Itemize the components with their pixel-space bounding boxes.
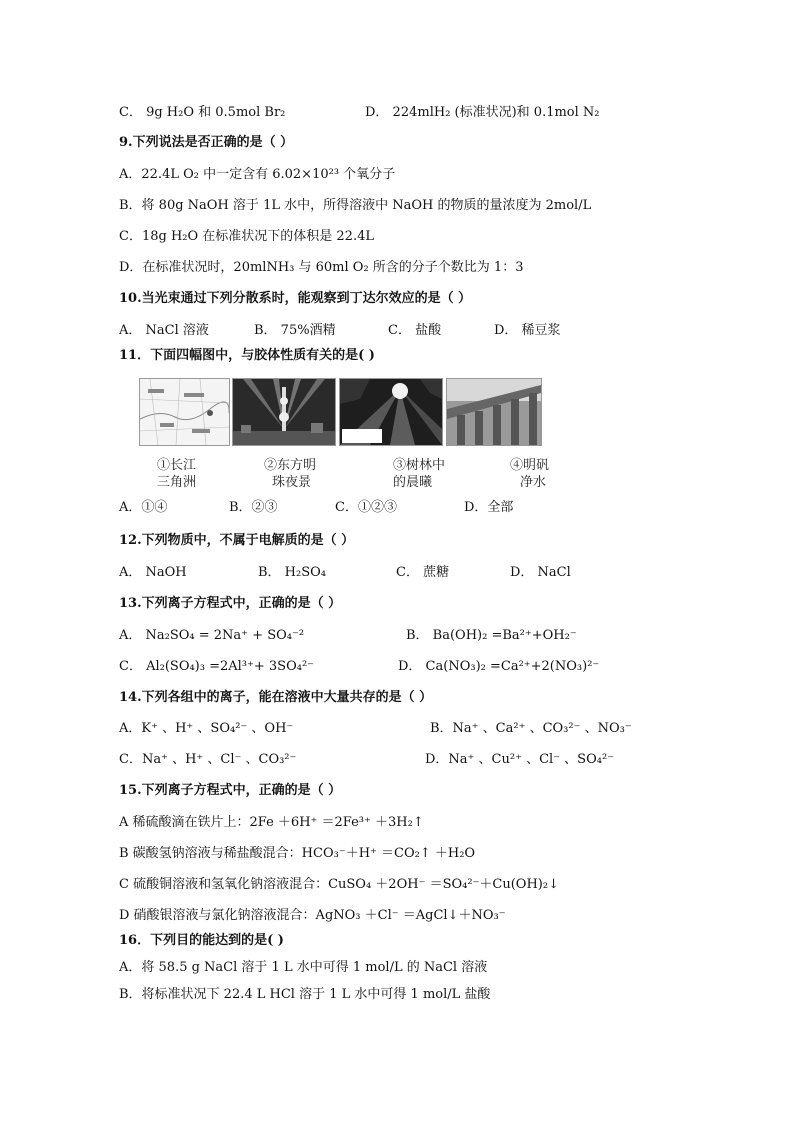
q13-option-a: A． Na₂SO₄ = 2Na⁺ + SO₄⁻² bbox=[119, 628, 305, 643]
q13-option-b: B． Ba(OH)₂ =Ba²⁺+OH₂⁻ bbox=[406, 628, 577, 643]
q14-option-b: B．Na⁺ 、Ca²⁺ 、CO₃²⁻ 、NO₃⁻ bbox=[430, 721, 632, 736]
forest-morning-light-image bbox=[339, 378, 443, 446]
q9-option-a: A．22.4L O₂ 中一定含有 6.02×10²³ 个氧分子 bbox=[119, 167, 396, 182]
q9-option-c: C．18g H₂O 在标准状况下的体积是 22.4L bbox=[119, 229, 374, 244]
caption-2-line1: ②东方明 bbox=[264, 458, 317, 473]
q16-option-b: B．将标准状况下 22.4 L HCl 溶于 1 L 水中可得 1 mol/L 盐酸 bbox=[119, 987, 491, 1002]
caption-1-line2: 三角洲 bbox=[157, 475, 197, 490]
caption-3-line2: 的晨曦 bbox=[393, 475, 433, 490]
q12-option-a: A． NaOH bbox=[119, 565, 187, 580]
q14-option-a: A．K⁺ 、H⁺ 、SO₄²⁻ 、OH⁻ bbox=[119, 721, 294, 736]
caption-3-line1: ③树林中 bbox=[393, 458, 446, 473]
question-16-stem: 16．下列目的能达到的是( ) bbox=[119, 933, 284, 948]
q10-option-d: D． 稀豆浆 bbox=[494, 323, 561, 338]
q9-option-b: B．将 80g NaOH 溶于 1L 水中，所得溶液中 NaOH 的物质的量浓度为 2mol/L bbox=[119, 198, 592, 213]
q10-option-c: C． 盐酸 bbox=[388, 323, 442, 338]
q13-option-c: C． Al₂(SO₄)₃ =2Al³⁺+ 3SO₄²⁻ bbox=[119, 659, 315, 674]
caption-1-line1: ①长江 bbox=[157, 458, 197, 473]
q10-option-a: A． NaCl 溶液 bbox=[119, 323, 209, 338]
q11-option-a: A．①④ bbox=[119, 500, 168, 515]
question-10-stem: 10.当光束通过下列分散系时，能观察到丁达尔效应的是（ ） bbox=[119, 291, 472, 306]
question-13-stem: 13.下列离子方程式中，正确的是（ ） bbox=[119, 596, 342, 611]
q14-option-d: D．Na⁺ 、Cu²⁺ 、Cl⁻ 、SO₄²⁻ bbox=[425, 752, 615, 767]
q9-option-d: D．在标准状况时，20mlNH₃ 与 60ml O₂ 所含的分子个数比为 1：3 bbox=[119, 260, 524, 275]
q15-option-d: D 硝酸银溶液与氯化钠溶液混合：AgNO₃ ＋Cl⁻ ＝AgCl↓＋NO₃⁻ bbox=[119, 908, 506, 923]
question-15-stem: 15.下列离子方程式中，正确的是（ ） bbox=[119, 783, 342, 798]
q16-option-a: A．将 58.5 g NaCl 溶于 1 L 水中可得 1 mol/L 的 NaCl 溶液 bbox=[119, 960, 488, 975]
q15-option-b: B 碳酸氢钠溶液与稀盐酸混合：HCO₃⁻＋H⁺ ＝CO₂↑ ＋H₂O bbox=[119, 846, 476, 861]
q15-option-c: C 硫酸铜溶液和氢氧化钠溶液混合：CuSO₄ ＋2OH⁻ ＝SO₄²⁻＋Cu(OH)₂↓ bbox=[119, 877, 559, 892]
question-14-stem: 14.下列各组中的离子，能在溶液中大量共存的是（ ） bbox=[119, 690, 433, 705]
question-11-stem: 11．下面四幅图中，与胶体性质有关的是( ) bbox=[119, 348, 375, 363]
question-12-stem: 12.下列物质中，不属于电解质的是（ ） bbox=[119, 533, 355, 548]
q11-option-b: B．②③ bbox=[229, 500, 278, 515]
oriental-pearl-night-image bbox=[232, 378, 336, 446]
question-9-stem: 9.下列说法是否正确的是（ ） bbox=[119, 135, 294, 150]
q12-option-d: D． NaCl bbox=[510, 565, 571, 580]
q11-option-d: D．全部 bbox=[464, 500, 514, 515]
alum-water-purification-image bbox=[446, 378, 542, 446]
q14-option-c: C．Na⁺ 、H⁺ 、Cl⁻ 、CO₃²⁻ bbox=[119, 752, 297, 767]
caption-4-line1: ④明矾 bbox=[510, 458, 550, 473]
caption-4-line2: 净水 bbox=[520, 475, 547, 490]
q8-option-d: D． 224mlH₂ (标准状况)和 0.1mol N₂ bbox=[365, 105, 600, 120]
q10-option-b: B． 75%酒精 bbox=[254, 323, 336, 338]
q8-option-c: C． 9g H₂O 和 0.5mol Br₂ bbox=[119, 105, 286, 120]
q15-option-a: A 稀硫酸滴在铁片上：2Fe ＋6H⁺ ＝2Fe³⁺ ＋3H₂↑ bbox=[119, 815, 424, 830]
q13-option-d: D． Ca(NO₃)₂ =Ca²⁺+2(NO₃)²⁻ bbox=[398, 659, 600, 674]
q11-option-c: C．①②③ bbox=[335, 500, 397, 515]
map-yangtze-delta-image bbox=[139, 378, 230, 446]
q12-option-b: B． H₂SO₄ bbox=[258, 565, 327, 580]
caption-2-line2: 珠夜景 bbox=[272, 475, 312, 490]
q12-option-c: C． 蔗糖 bbox=[396, 565, 450, 580]
